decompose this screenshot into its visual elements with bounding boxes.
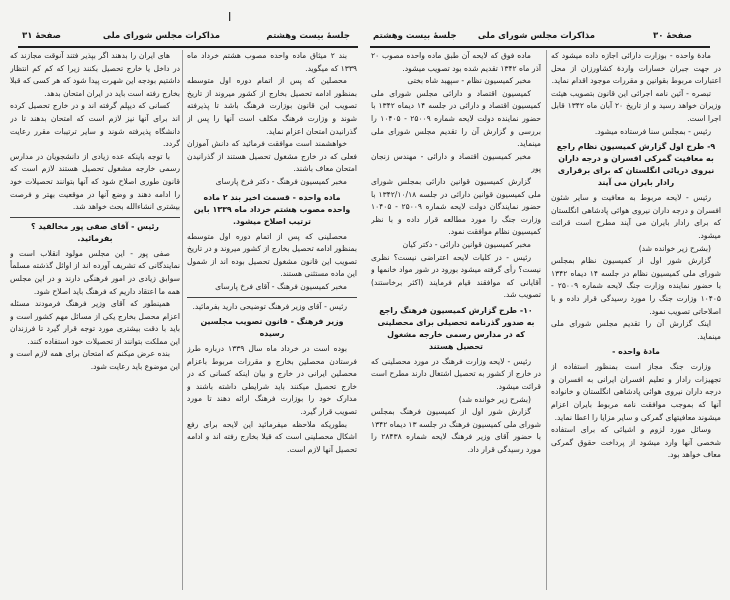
- page-number: صفحهٔ ۳۰: [653, 31, 692, 41]
- paragraph: گزارش شور اول از کمیسیون فرهنگ بمجلس شورای ملی کمیسیون فرهنگ در جلسه ۱۳ دیماه ۱۳۴۲ با حضور آقای وزیر فرهنگ لایحه شماره ۲۸۴۳۸ را مورد رسیدگی قرار داد.: [371, 407, 541, 455]
- paragraph: مخبر کمیسیون اقتصاد و دارائی - مهندس زنجان پور: [371, 151, 541, 174]
- paragraph: کسانی که دیپلم گرفته اند و در خارج تحصیل کرده اند برای آنها نیز لازم است که امتحان بدهند تا در دانشگاه پذیرفته شوند و سایر ترتیبات مقرر رعایت گردد.: [10, 101, 180, 149]
- paragraph: وسائل مورد لزوم و اشیائی که برای استفاده شخصی آنها وارد میشود از پرداخت حقوق گمرکی معاف خواهد بود.: [551, 425, 721, 460]
- paragraph: بطوریکه ملاحظه میفرمائید این لایحه برای رفع اشکال محصلینی است که قبلا بخارج رفته اند و ادامه تحصیل آنها لازم است.: [187, 419, 357, 454]
- paragraph: خواهشمند است موافقت فرمائید که دانش آموزان فعلی که در خارج مشغول تحصیل هستند از گذرانیدن امتحان معاف باشند.: [187, 139, 357, 174]
- paragraph: گزارش شور اول از کمیسیون نظام بمجلس شورای ملی کمیسیون نظام در جلسه ۱۴ دیماه ۱۳۴۲ با حضور نماینده وزارت جنگ لایحه شماره ۲۵۰۰۹ - ۱۰۴۰۵ وزارت جنگ را مورد رسیدگی قرار داده و با اصلاحاتی تصویب نمود.: [551, 256, 721, 316]
- paragraph: مخبر کمیسیون فرهنگ - آقای فرخ پارسای: [215, 281, 347, 291]
- column-divider: [182, 50, 183, 590]
- section-heading: مادهٔ واحده -: [612, 347, 660, 357]
- paragraph: مادهٔ واحده - بوزارت دارائی اجازه داده میشود که در جهت جبران خسارات واردهٔ کشاورزان از محل اعتبارات مربوط بقوانین و مقررات موجود اقدام نماید.: [551, 51, 721, 86]
- paragraph: وزارت جنگ مجاز است بمنظور استفاده از تجهیزات رادار و تعلیم افسران ایرانی به افسران و درجه داران نیروی هوائی پادشاهی انگلستان و خانواده آنها که بموجب موافقت نامه مربوط بایران اعزام میشوند معافیتهای گمرکی و سایر مزایا را اعطا نماید.: [551, 362, 721, 422]
- paragraph: (بشرح زیر خوانده شد): [458, 394, 531, 404]
- column-divider: [546, 50, 547, 590]
- paragraph: تبصره - آئین نامه اجرائی این قانون بتصویب هیئت وزیران خواهد رسید و از تاریخ ۲۰ آبان ماه ۱۳۴۲ قابل اجرا است.: [551, 88, 721, 123]
- running-title: مذاکرات مجلس شورای ملی: [102, 31, 220, 41]
- paragraph: رئیس - لایحه مربوط به معافیت و سایر شئون افسران و درجه داران نیروی هوائی پادشاهی انگلستان که برای رادار بایران می آیند مطرح است قرائت میشود.: [551, 193, 721, 240]
- section-heading: رئیس - آقای صفی پور مخالفید ؟ بفرمائید.: [31, 221, 159, 243]
- section-rule: [187, 297, 357, 298]
- section-heading: ۱۰- طرح گزارش کمیسیون فرهنگ راجع به صدور گذرنامه تحصیلی برای محصلینی که در مدارس رسمی خارجه مشغول تحصیل هستند: [377, 305, 535, 351]
- paragraph: گزارش کمیسیون قوانین دارائی بمجلس شورای ملی کمیسیون قوانین دارائی در جلسه ۱۳۴۲/۱۰/۱۸ با حضور نمایندگان دولت لایحه شماره ۲۵۰۰۹ - ۱۰۴۰۵ وزارت جنگ را مورد مطالعه قرار داده و با نظر کمیسیون نظام موافقت نمود.: [371, 176, 541, 237]
- paragraph: مخبر کمیسیون نظام - سپهبد شاه بختی: [407, 76, 531, 86]
- scan-mark: ا: [228, 10, 232, 24]
- paragraph: محصلین که پس از اتمام دوره اول متوسطه بمنظور ادامه تحصیل بخارج از کشور میروند از تاریخ تصویب این قانون بوزارت فرهنگ باشد تا پذیرفته شوند و وزارت فرهنگ مکلف است آنها را پس از گذرانیدن امتحان اعزام نماید.: [187, 76, 357, 136]
- paragraph: رئیس - در کلیات لایحه اعتراضی نیست؟ نظری نیست؟ رأی گرفته میشود بورود در شور مواد خانمها و آقایانی که موافقند قیام فرمایند (اکثر برخاستند) تصویب شد.: [371, 252, 541, 300]
- header-rule: [18, 46, 358, 48]
- paragraph: های ایران را بدهند اگر بپذیر فتند آنوقت مجازند که در داخل یا خارج تحصیل بکنند زیرا که کم کم انتظار داشتیم بودجه این شهرت پیدا شود که هر کسی که قبلا بخارج رفته است باید در ایران امتحان بدهد.: [10, 51, 180, 98]
- paragraph: محصلینی که پس از اتمام دوره اول متوسطه بمنظور ادامه تحصیل بخارج از کشور میروند و در تاریخ تصویب این قانون مشغول تحصیل بوده اند از شمول این ماده مستثنی هستند.: [187, 231, 357, 279]
- right-column: [187, 50, 357, 595]
- paragraph: (بشرح زیر خوانده شد): [638, 243, 711, 253]
- session-title: جلسهٔ بیست وهشتم: [373, 31, 457, 41]
- page-30: [365, 0, 730, 600]
- paragraph: بنده عرض میکنم که امتحان برای همه لازم است و این موضوع باید رعایت شود.: [10, 349, 180, 372]
- paragraph: بند ۲ میثاق ماده واحده مصوب هشتم خرداد ماه ۱۳۳۹ که میگوید.: [187, 51, 357, 73]
- paragraph: با توجه باینکه عده زیادی از دانشجویان در مدارس رسمی خارجه مشغول تحصیل هستند لازم است که قانون طوری اصلاح شود که آنها بتوانند تحصیلات خود را ادامه دهند و وضع آنها در موقعیت بهتر و فرصت بیشتری انشاءالله بحث خواهد شد.: [10, 151, 180, 212]
- paragraph: کمیسیون اقتصاد و دارائی مجلس شورای ملی کمیسیون اقتصاد و دارائی در جلسه ۱۴ دیماه ۱۳۴۲ با حضور نماینده دولت لایحه شماره ۲۵۰۰۹ - ۱۰۴۰۵ را بررسی و گزارش آن را تقدیم مجلس شورای ملی مینماید.: [371, 88, 541, 149]
- paragraph: رئیس - لایحه وزارت فرهنگ در مورد محصلینی که در خارج از کشور به تحصیل اشتغال دارند مطرح است قرائت میشود.: [371, 356, 541, 392]
- paragraph: اینک گزارش آن را تقدیم مجلس شورای ملی مینماید.: [551, 319, 721, 341]
- running-title: مذاکرات مجلس شورای ملی: [477, 31, 595, 41]
- header-rule: [370, 46, 710, 48]
- paragraph: صفی پور - این مجلس مولود انقلاب است و نمایندگانی که تشریف آورده اند از اوائل گذشته مسلماً سوابق زیادی در امور فرهنگی دارند و در این مجلس همه ما اعتقاد داریم که فرهنگ باید اصلاح شود.: [10, 248, 180, 296]
- page-number: صفحهٔ ۳۱: [22, 31, 61, 41]
- left-column: [10, 50, 180, 595]
- section-heading: ۹- طرح اول گزارش کمیسیون نظام راجع به معافیت گمرکی افسران و درجه داران نیروی دریائی انگلستان که برای برقراری رادار بایران می آیند: [556, 142, 716, 188]
- session-title: جلسهٔ بیست وهشتم: [266, 31, 350, 41]
- paragraph: ماده فوق که لایحه آن طبق ماده واحده مصوب ۲۰ آذر ماه ۱۳۴۲ تقدیم شده بود تصویب میشود.: [371, 51, 541, 73]
- section-rule: [10, 217, 180, 218]
- section-heading: وزیر فرهنگ - قانون تصویب مجلسین رسیده: [200, 317, 344, 339]
- paragraph: رئیس - آقای وزیر فرهنگ توضیحی دارید بفرمائید.: [192, 301, 347, 311]
- paragraph: مخبر کمیسیون فرهنگ - دکتر فرخ پارسای: [215, 176, 347, 186]
- section-heading: ماده واحده - قسمت اخیر بند ۲ ماده واحده مصوب هشتم خرداد ماه ۱۳۳۹ باین ترتیب اصلاح میشود.: [193, 192, 351, 226]
- left-column: [371, 50, 541, 595]
- paragraph: بوده است در خرداد ماه سال ۱۳۳۹ درباره طرز فرستادن محصلین بخارج و مقررات مربوط باعزام محصلین ایرانی در خارج و بیان اینکه کسانی که در خارج تحصیل میکنند باید شرایطی داشته باشند و مدارک خود را بوزارت فرهنگ ارائه دهند تا مورد تصویب قرار گیرد.: [187, 344, 357, 417]
- right-column: [551, 50, 721, 595]
- paragraph: مخبر کمیسیون قوانین دارائی - دکتر کیان: [402, 239, 531, 249]
- paragraph: همینطور که آقای وزیر فرهنگ فرمودند مسئله اعزام محصل بخارج یکی از مسائل مهم کشور است و باید با دقت بیشتری مورد توجه قرار گیرد تا فرزندان این مملکت بتوانند از تحصیلات خود استفاده کنند.: [10, 299, 180, 346]
- paragraph: رئیس - بمجلس سنا فرستاده میشود.: [594, 126, 711, 136]
